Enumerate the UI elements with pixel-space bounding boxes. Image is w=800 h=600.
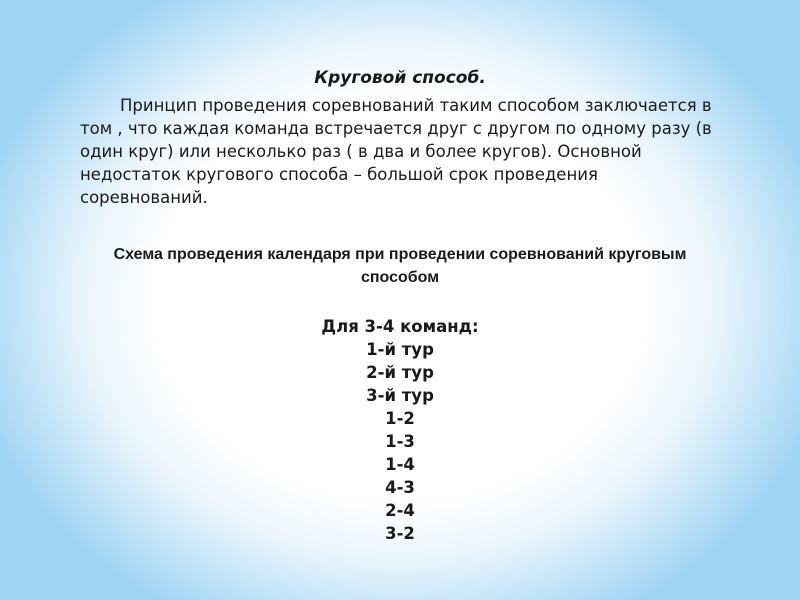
schedule-line: 3-2 [385, 524, 415, 543]
schedule-line: 1-2 [385, 409, 415, 428]
scheme-title: Схема проведения календаря при проведении соревнований круговым способом [113, 246, 687, 286]
schedule-line: 2-й тур [366, 363, 434, 382]
schedule-block [0, 315, 800, 545]
schedule-line: 1-й тур [366, 340, 434, 359]
schedule-line: 2-4 [385, 501, 415, 520]
description-paragraph: Принцип проведения соревнований таким способом заключается в том , что каждая команда встречается друг с другом по одному разу (в один круг) или несколько раз ( в два и более кругов). Основной недостаток кругового способа – большой срок проведения соревнований. [80, 96, 712, 207]
schedule-line: 1-4 [385, 455, 415, 474]
schedule-line: 3-й тур [366, 386, 434, 405]
schedule-header: Для 3-4 команд: [321, 317, 479, 336]
section-heading: Круговой способ. [314, 68, 486, 88]
schedule-line: 1-3 [385, 432, 415, 451]
schedule-line: 4-3 [385, 478, 415, 497]
